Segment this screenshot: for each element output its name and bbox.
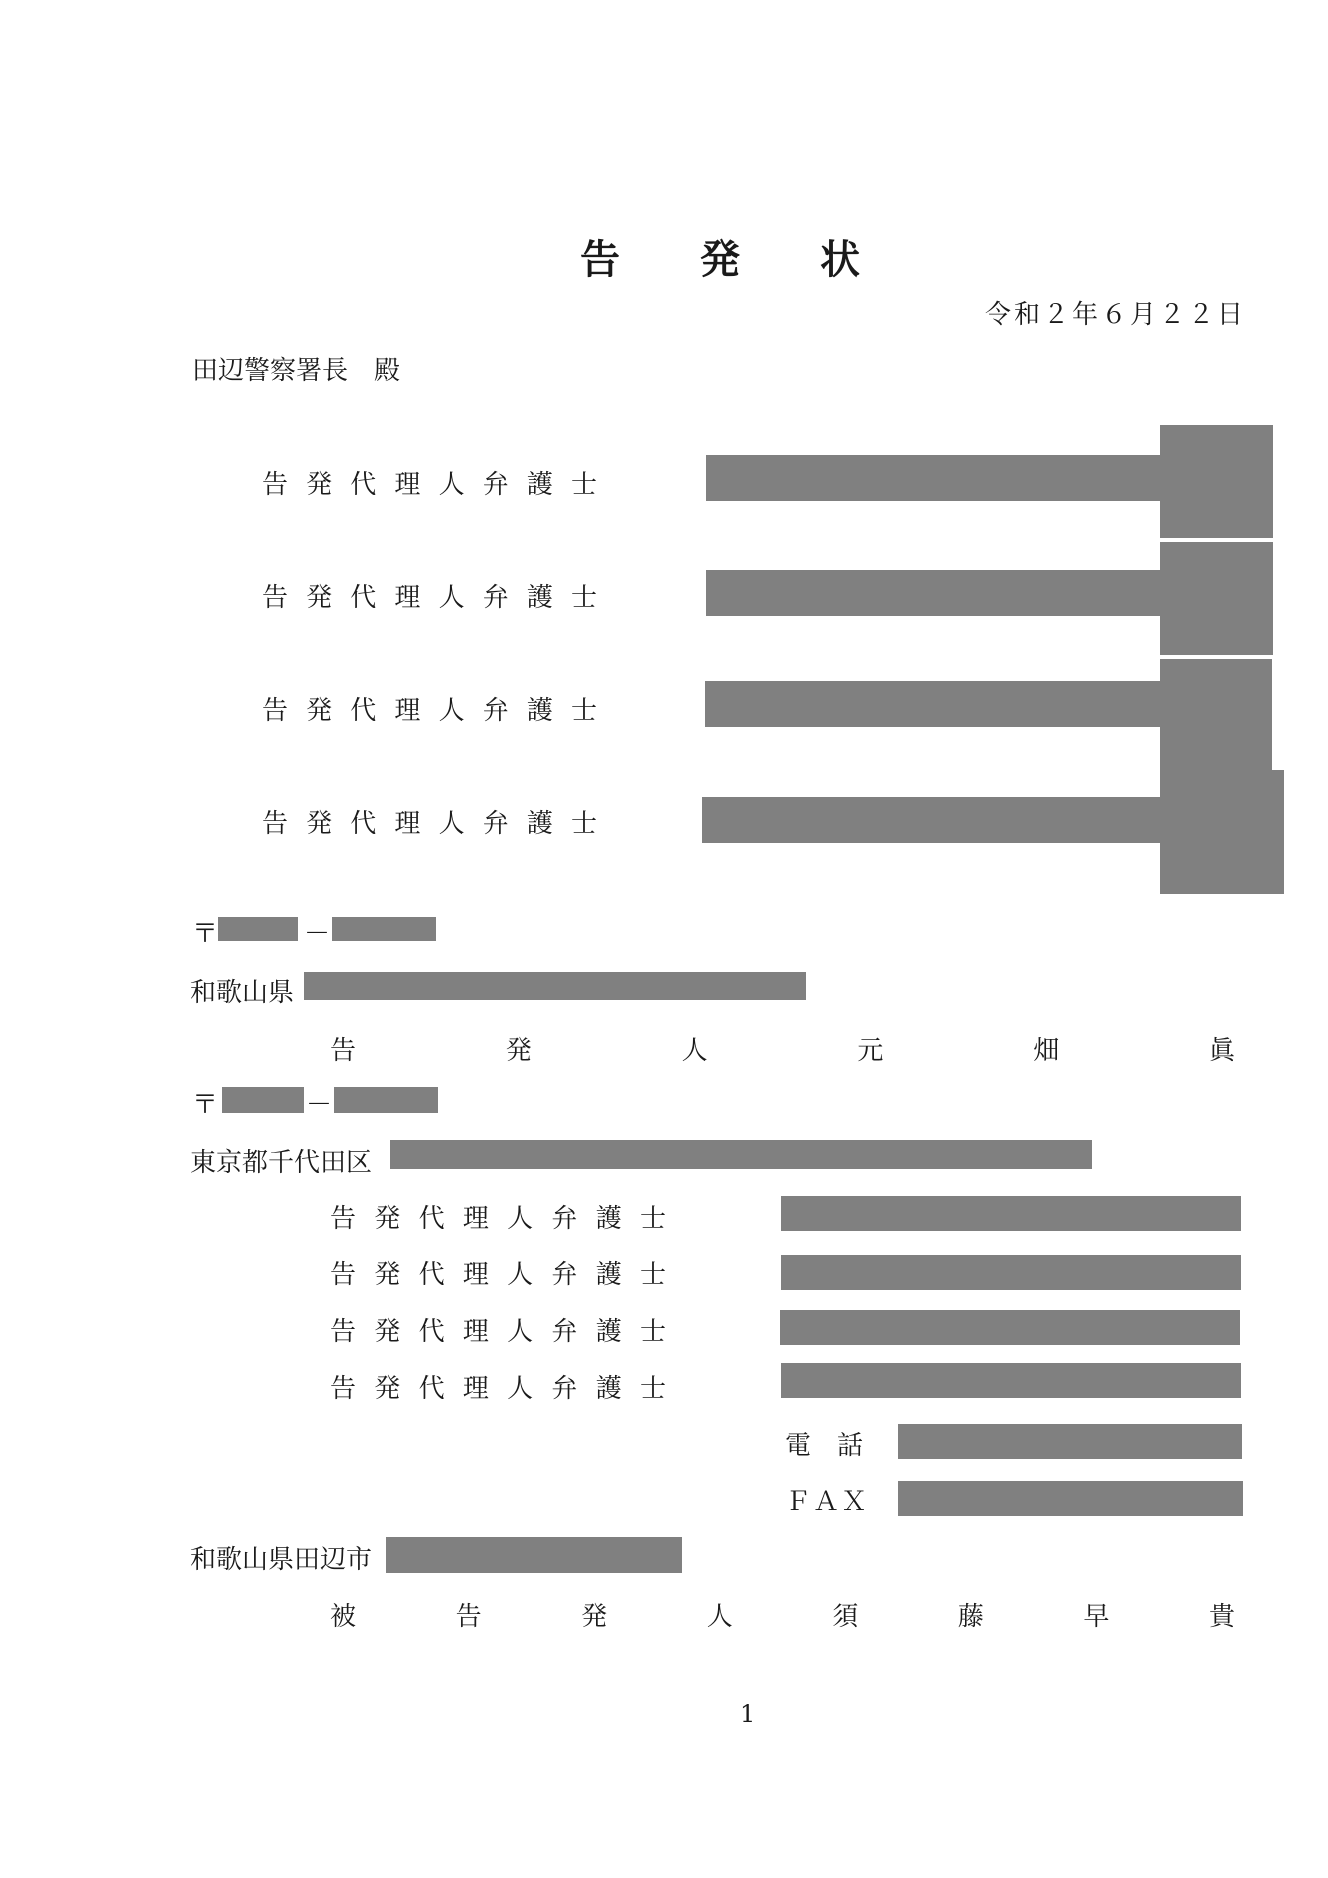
char: 代: [418, 1374, 445, 1404]
char: 人: [438, 809, 465, 839]
lower-attorney-label-1: [330, 1198, 666, 1235]
char: 発: [374, 1260, 401, 1290]
char: 元: [857, 1036, 884, 1066]
char: 理: [462, 1374, 489, 1404]
char: 人: [438, 470, 465, 500]
char: 発: [306, 583, 333, 613]
char: 護: [526, 809, 553, 839]
char: 告: [330, 1374, 357, 1404]
redaction-bar: [706, 570, 1162, 616]
postal-mark: 〒: [192, 1090, 219, 1120]
redaction-postal-code: [332, 917, 436, 941]
redaction-seal: [1160, 542, 1273, 655]
char: 士: [570, 583, 597, 613]
char: 士: [639, 1317, 666, 1347]
char: 士: [570, 470, 597, 500]
char: 理: [462, 1204, 489, 1234]
char: 告: [262, 696, 289, 726]
upper-attorney-label-2: [262, 577, 597, 614]
redaction-phone: [898, 1424, 1242, 1459]
redaction-postal-code: [334, 1087, 438, 1113]
redaction-bar: [705, 681, 1162, 727]
redaction-address: [390, 1140, 1092, 1169]
char: 弁: [551, 1260, 578, 1290]
char: 弁: [551, 1204, 578, 1234]
char: 士: [639, 1204, 666, 1234]
char: 告: [262, 809, 289, 839]
char: 畑: [1033, 1036, 1060, 1066]
char: 発: [581, 1602, 608, 1632]
char: 人: [438, 583, 465, 613]
document-date: 令和２年６月２２日: [985, 300, 1247, 330]
redaction-postal-code: [222, 1087, 304, 1113]
upper-attorney-label-4: [262, 803, 597, 840]
char: 弁: [482, 696, 509, 726]
char: 護: [595, 1317, 622, 1347]
redaction-fax: [898, 1481, 1243, 1516]
char: 理: [462, 1317, 489, 1347]
page-number: 1: [740, 1700, 756, 1728]
char: 理: [394, 696, 421, 726]
char: 告: [330, 1036, 357, 1066]
redaction-bar: [706, 455, 1162, 501]
char: 護: [526, 696, 553, 726]
title-char: 発: [700, 236, 740, 283]
char: 貴: [1208, 1602, 1235, 1632]
postal-mark: 〒: [192, 919, 219, 949]
char: 眞: [1208, 1036, 1235, 1066]
char: 発: [374, 1204, 401, 1234]
char: 人: [507, 1374, 534, 1404]
redaction-bar: [702, 797, 1162, 843]
office-address-prefix: 東京都千代田区: [190, 1148, 373, 1178]
redaction-name: [781, 1363, 1241, 1398]
redaction-name: [781, 1196, 1241, 1231]
char: 弁: [482, 470, 509, 500]
document-title: [580, 228, 860, 285]
accused-address-prefix: 和歌山県田辺市: [190, 1545, 373, 1575]
title-char: 状: [820, 236, 860, 283]
char: 告: [262, 583, 289, 613]
upper-attorney-label-1: [262, 464, 597, 501]
char: 人: [507, 1317, 534, 1347]
char: 弁: [551, 1317, 578, 1347]
redaction-address: [386, 1537, 682, 1573]
redaction-address: [304, 972, 806, 1000]
char: 代: [350, 696, 377, 726]
char: 被: [330, 1602, 357, 1632]
postal-dash: －: [304, 919, 331, 949]
redaction-seal: [1160, 659, 1272, 770]
char: 護: [595, 1204, 622, 1234]
char: 弁: [482, 809, 509, 839]
upper-attorney-label-3: [262, 690, 597, 727]
char: 告: [330, 1317, 357, 1347]
char: 発: [374, 1317, 401, 1347]
complainant-name-line: [330, 1030, 1235, 1067]
char: 理: [462, 1260, 489, 1290]
char: 士: [639, 1260, 666, 1290]
redaction-name: [781, 1255, 1241, 1290]
fax-label: ＦＡＸ: [785, 1487, 870, 1517]
char: 発: [505, 1036, 532, 1066]
char: 発: [306, 470, 333, 500]
char: 理: [394, 583, 421, 613]
char: 護: [595, 1374, 622, 1404]
char: 告: [330, 1260, 357, 1290]
postal-dash: －: [306, 1090, 333, 1120]
char: 人: [681, 1036, 708, 1066]
char: 代: [418, 1260, 445, 1290]
phone-label: 電 話: [785, 1431, 864, 1461]
char: 護: [526, 470, 553, 500]
char: 発: [306, 696, 333, 726]
char: 人: [507, 1204, 534, 1234]
char: 護: [526, 583, 553, 613]
char: 早: [1083, 1602, 1110, 1632]
char: 理: [394, 809, 421, 839]
lower-attorney-label-4: [330, 1368, 666, 1405]
redaction-postal-code: [218, 917, 298, 941]
char: 発: [306, 809, 333, 839]
char: 代: [418, 1204, 445, 1234]
char: 代: [350, 809, 377, 839]
accused-name-line: [330, 1596, 1235, 1633]
redaction-seal: [1160, 770, 1284, 894]
char: 藤: [957, 1602, 984, 1632]
redaction-name: [780, 1310, 1240, 1345]
char: 士: [639, 1374, 666, 1404]
lower-attorney-label-2: [330, 1254, 666, 1291]
char: 代: [350, 583, 377, 613]
char: 告: [262, 470, 289, 500]
char: 代: [418, 1317, 445, 1347]
char: 代: [350, 470, 377, 500]
addressee: 田辺警察署長 殿: [192, 356, 401, 386]
char: 護: [595, 1260, 622, 1290]
char: 告: [330, 1204, 357, 1234]
char: 告: [455, 1602, 482, 1632]
char: 弁: [482, 583, 509, 613]
complainant-address-prefix: 和歌山県: [190, 978, 295, 1008]
title-char: 告: [580, 236, 620, 283]
lower-attorney-label-3: [330, 1311, 666, 1348]
char: 須: [832, 1602, 859, 1632]
char: 人: [706, 1602, 733, 1632]
redaction-seal: [1160, 425, 1273, 538]
char: 士: [570, 809, 597, 839]
char: 士: [570, 696, 597, 726]
char: 発: [374, 1374, 401, 1404]
char: 人: [438, 696, 465, 726]
char: 人: [507, 1260, 534, 1290]
char: 弁: [551, 1374, 578, 1404]
char: 理: [394, 470, 421, 500]
